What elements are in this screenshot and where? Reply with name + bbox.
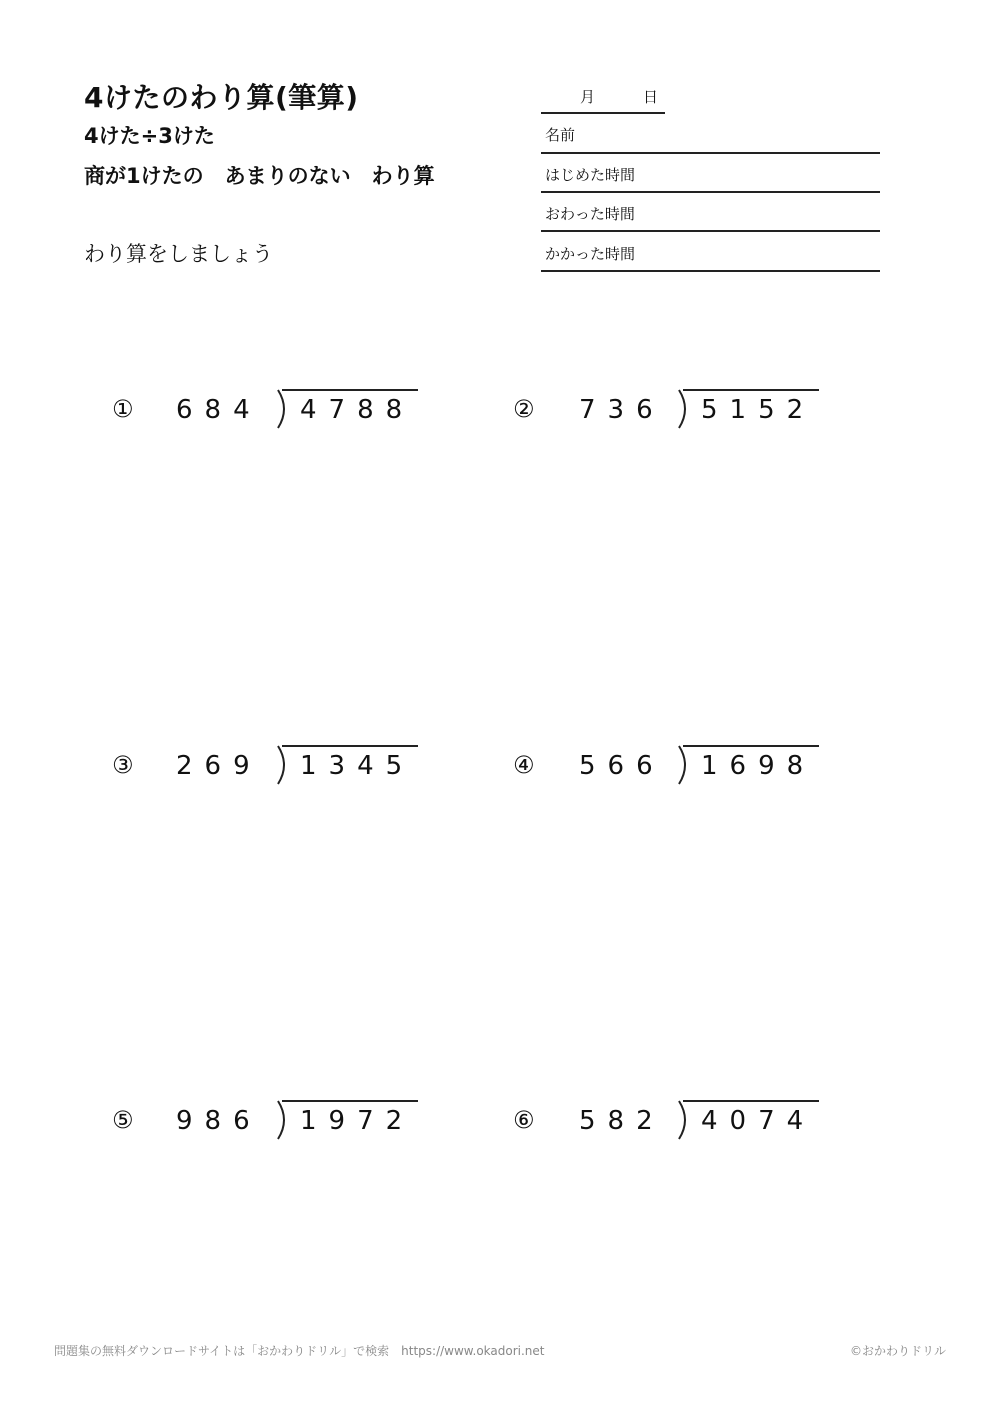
name-line (541, 152, 880, 154)
divisor: 684 (176, 395, 262, 425)
dividend: 1345 (300, 751, 415, 781)
worksheet-title: 4けたのわり算(筆算) (84, 81, 359, 114)
worksheet-subtitle-2: 商が1けたの あまりのない わり算 (84, 164, 435, 188)
problem-number: ④ (513, 751, 535, 779)
division-bracket (274, 389, 292, 429)
dividend-bar (282, 389, 418, 391)
divisor: 582 (579, 1106, 665, 1136)
dividend: 5152 (701, 395, 816, 425)
name-label: 名前 (545, 126, 576, 144)
divisor: 986 (176, 1106, 262, 1136)
footer-copyright: ©おかわりドリル (850, 1344, 947, 1358)
duration-label: かかった時間 (545, 245, 636, 263)
month-label: 月 (580, 88, 596, 106)
dividend: 1972 (300, 1106, 415, 1136)
problem-number: ⑤ (112, 1106, 134, 1134)
problem-number: ① (112, 395, 134, 423)
division-bracket (675, 389, 693, 429)
division-bracket (675, 745, 693, 785)
footer-site-note: 問題集の無料ダウンロードサイトは「おかわりドリル」で検索 https://www.okadori.net (54, 1344, 545, 1358)
division-bracket (274, 745, 292, 785)
dividend-bar (282, 745, 418, 747)
dividend-bar (282, 1100, 418, 1102)
dividend: 1698 (701, 751, 816, 781)
dividend-bar (683, 1100, 819, 1102)
dividend-bar (683, 389, 819, 391)
worksheet-subtitle: 4けた÷3けた (84, 124, 215, 148)
end-time-label: おわった時間 (545, 205, 635, 223)
dividend: 4788 (300, 395, 415, 425)
problem-number: ③ (112, 751, 134, 779)
divisor: 736 (579, 395, 665, 425)
dividend: 4074 (701, 1106, 816, 1136)
divisor: 566 (579, 751, 665, 781)
start-time-label: はじめた時間 (545, 166, 636, 184)
date-line (541, 112, 665, 114)
duration-line (541, 270, 880, 272)
problem-number: ② (513, 395, 535, 423)
division-bracket (675, 1100, 693, 1140)
divisor: 269 (176, 751, 262, 781)
instruction-text: わり算をしましょう (84, 242, 273, 266)
dividend-bar (683, 745, 819, 747)
day-label: 日 (643, 88, 659, 106)
start-time-line (541, 191, 880, 193)
division-bracket (274, 1100, 292, 1140)
end-time-line (541, 230, 880, 232)
problem-number: ⑥ (513, 1106, 535, 1134)
